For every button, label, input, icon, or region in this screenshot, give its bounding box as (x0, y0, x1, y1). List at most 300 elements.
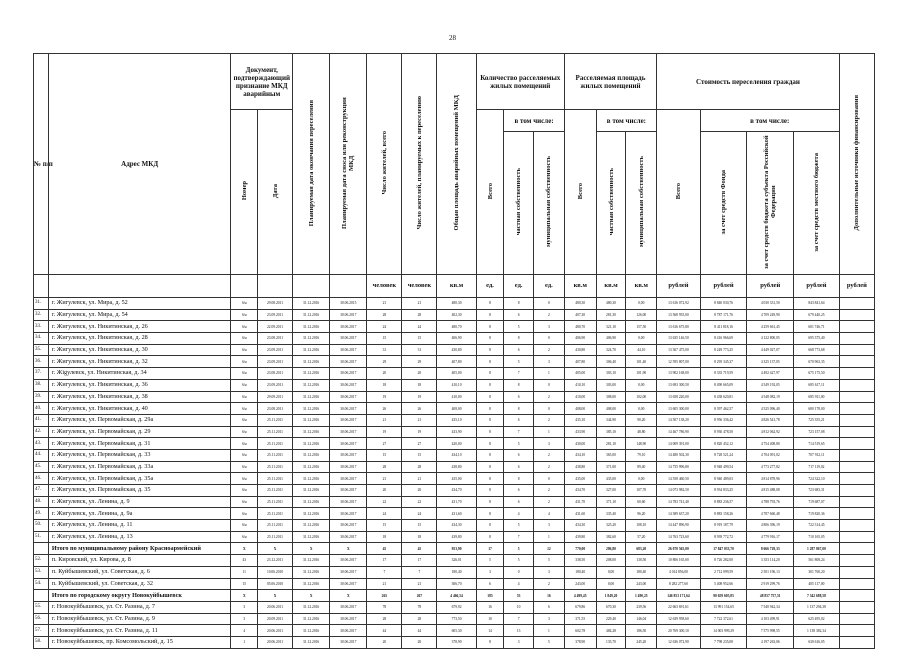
table-cell: 0 (534, 379, 565, 391)
table-cell: 4 815 488,08 (747, 485, 794, 497)
header-residents-total: Число жителей, всего (367, 54, 402, 275)
row-address: г. Жигулевск, ул. Ленина, д. 9а (48, 508, 231, 520)
table-cell: б/н (231, 333, 258, 345)
table-cell: 45 (402, 543, 437, 555)
table-cell: 8 (476, 333, 504, 345)
row-address: г. Жигулевск, ул. Ленина, д. 11 (48, 520, 231, 532)
table-cell: 13 635 146,50 (657, 333, 701, 345)
table-cell: 17 (367, 555, 402, 567)
table-cell: X (330, 590, 367, 602)
table-cell: 57,20 (626, 531, 657, 543)
row-address: г. Жигулевск, ул. Первомайская, д. 31 (48, 438, 231, 450)
table-cell: 30.06.2017 (330, 333, 367, 345)
table-cell: 180,40 (564, 566, 596, 578)
table-cell: 23.08.2011 (258, 368, 293, 380)
table-cell: 17 (402, 555, 437, 567)
table-cell: 20 (367, 368, 402, 380)
table-cell: 4 466,54 (437, 590, 476, 602)
table-cell: 30.06.2017 (330, 613, 367, 625)
resettlement-table (33, 53, 875, 649)
table-cell: 2 919 299,76 (747, 578, 794, 590)
table-cell: 407,30 (564, 309, 596, 321)
table-cell: 31.12.2016 (293, 531, 330, 543)
table-cell: 24 (402, 321, 437, 333)
row-number: 54. (34, 578, 49, 590)
row-address: г. Новокуйбышевск, пр. Комсомольский, д. 15 (48, 636, 231, 648)
row-address: г. Новокуйбышевск, ул. Ст. Разина, д. 7 (48, 601, 231, 613)
table-cell: 7 (504, 426, 534, 438)
row-number: 31. (34, 298, 49, 310)
table-cell (839, 379, 874, 391)
row-address: г. Жигулевск, ул. Никитинская, д. 38 (48, 391, 231, 403)
table-cell: 4 325 137,05 (747, 356, 794, 368)
table-cell: б/н (231, 485, 258, 497)
table-cell: 434,10 (437, 449, 476, 461)
table-cell: 14 073 982,50 (657, 485, 701, 497)
table-cell: 31.12.2016 (293, 508, 330, 520)
table-cell: 4 122 800,05 (747, 333, 794, 345)
table-cell: 327,00 (596, 485, 626, 497)
table-cell: 10.06.2010 (258, 566, 293, 578)
table-cell: 325,20 (596, 520, 626, 532)
table-cell: 28 (402, 461, 437, 473)
table-cell: 30.06.2017 (330, 391, 367, 403)
table-cell: 30.06.2017 (330, 578, 367, 590)
header-count-total: Всего (476, 110, 504, 275)
table-cell: 29 (402, 356, 437, 368)
table-cell: 12 636 072,90 (657, 636, 701, 648)
table-cell: 31.12.2016 (293, 426, 330, 438)
table-cell: 2 (534, 344, 565, 356)
table-cell: 5 (504, 321, 534, 333)
table-cell: 410,00 (564, 391, 596, 403)
table-cell: 7 575 998,55 (747, 625, 794, 637)
table-cell: 719 820,36 (794, 508, 840, 520)
unit-cell: кв.м (596, 275, 626, 298)
header-count-municipal: муниципальная собственность (534, 132, 565, 275)
table-cell (839, 496, 874, 508)
table-cell: 8 (504, 298, 534, 310)
header-planned-end: Планируемая дата окончания переселения (293, 54, 330, 275)
table-cell: 30.06.2017 (330, 461, 367, 473)
table-cell (839, 449, 874, 461)
table-cell: 439,80 (437, 531, 476, 543)
table-cell: 8 (504, 403, 534, 415)
table-cell: 2 (534, 414, 565, 426)
table-cell: 431,70 (564, 496, 596, 508)
table-cell: 23.09.2011 (258, 356, 293, 368)
table-cell: 30.06.2017 (330, 356, 367, 368)
table-row (34, 473, 875, 485)
table-cell: 7 (504, 531, 534, 543)
table-cell: 434,10 (564, 449, 596, 461)
table-cell (839, 461, 874, 473)
table-cell: 1 287 867,00 (794, 543, 840, 555)
table-cell: 407,80 (564, 356, 596, 368)
unit-cell: рублей (794, 275, 840, 298)
row-number: 38. (34, 379, 49, 391)
unit-cell: ед. (534, 275, 565, 298)
table-cell: 6 (504, 461, 534, 473)
table-cell: 1 (231, 636, 258, 648)
table-cell: 20 (402, 368, 437, 380)
table-cell: 420,00 (437, 438, 476, 450)
row-number: 44. (34, 449, 49, 461)
table-cell: 78 (367, 601, 402, 613)
table-cell: 25.11.2011 (258, 461, 293, 473)
row-address: п. Куйбышевский, ул. Советская, д. 6 (48, 566, 231, 578)
table-cell: 5 (534, 555, 565, 567)
table-row (34, 508, 875, 520)
table-cell: 4 754 408,80 (747, 438, 794, 450)
table-cell: 843 841,64 (794, 298, 840, 310)
table-cell: 4 709 249,90 (747, 309, 794, 321)
table-cell: 303,00 (596, 379, 626, 391)
table-cell: 20 (402, 636, 437, 648)
unit-cell: рублей (839, 275, 874, 298)
table-cell: 430,80 (437, 344, 476, 356)
unit-cell: кв.м (437, 275, 476, 298)
table-cell: 6 (504, 344, 534, 356)
table-cell: 30.06.2017 (330, 625, 367, 637)
table-cell: 17 847 033,70 (700, 543, 747, 555)
table-cell: 267 (402, 590, 437, 602)
table-cell: б/н (231, 473, 258, 485)
row-address: г. Жигулевск, ул. Мира, д. 54 (48, 309, 231, 321)
table-cell: 3 (476, 566, 504, 578)
table-cell (839, 613, 874, 625)
table-cell: X (231, 590, 258, 602)
header-cost-total: Всего (657, 110, 701, 275)
table-cell: 146 853 171,64 (657, 590, 701, 602)
table-cell: 7 798 235,08 (700, 636, 747, 648)
table-cell: 30.06.2017 (330, 414, 367, 426)
table-cell: б/н (231, 356, 258, 368)
table-cell: 8 (504, 473, 534, 485)
table-cell: 25.11.2011 (258, 473, 293, 485)
table-cell: 668 773,68 (794, 344, 840, 356)
table-row (34, 601, 875, 613)
table-cell: 0,00 (626, 298, 657, 310)
table-row (34, 578, 875, 590)
header-cost: Стоимость переселения граждан (657, 54, 840, 110)
header-address: Адрес МКД (48, 54, 231, 275)
table-cell: 157,50 (626, 321, 657, 333)
table-cell: 1 138 382,34 (794, 625, 840, 637)
table-cell: 21 (402, 298, 437, 310)
table-cell: 7 722 372,61 (700, 613, 747, 625)
table-cell: 8 (476, 344, 504, 356)
table-cell: 14 480 502,30 (657, 449, 701, 461)
table-cell: 0,00 (626, 379, 657, 391)
table-cell: 8 (476, 403, 504, 415)
table-cell: 6 (504, 485, 534, 497)
table-cell (839, 543, 874, 555)
table-cell: 438,80 (564, 461, 596, 473)
table-cell: 14 755 996,80 (657, 461, 701, 473)
table-cell: 31.12.2016 (293, 578, 330, 590)
table-cell: 7 540 942,34 (747, 601, 794, 613)
table-cell: 6 (476, 578, 504, 590)
table-cell: 14 783 741,40 (657, 496, 701, 508)
table-cell: 19 (402, 426, 437, 438)
table-cell: 3 (534, 566, 565, 578)
table-cell: 21 (402, 473, 437, 485)
table-cell: 670,30 (596, 601, 626, 613)
row-address: г. Жигулевск, ул. Никитинская, д. 30 (48, 344, 231, 356)
table-cell: 306,40 (596, 356, 626, 368)
table-cell: 405 117,00 (794, 578, 840, 590)
table-cell: 3 (231, 613, 258, 625)
table-cell: 8 883 158,26 (700, 508, 747, 520)
table-cell: 44 (367, 625, 402, 637)
table-cell: 30.06.2017 (330, 321, 367, 333)
table-cell: б/н (231, 309, 258, 321)
table-cell: б/н (231, 403, 258, 415)
table-row (34, 379, 875, 391)
table-cell: 31.12.2016 (293, 555, 330, 567)
table-cell: 13 616 675,80 (657, 321, 701, 333)
table-cell: 378,90 (564, 636, 596, 648)
table-cell: X (330, 543, 367, 555)
table-cell: 1 (534, 368, 565, 380)
table-cell: 28 (402, 613, 437, 625)
table-cell: 4 (504, 578, 534, 590)
row-number: 37. (34, 368, 49, 380)
table-cell: 602,78 (564, 625, 596, 637)
table-cell: 407,80 (437, 356, 476, 368)
table-cell: 371,10 (596, 496, 626, 508)
unit-cell: рублей (700, 275, 747, 298)
table-cell: 717 119,02 (794, 461, 840, 473)
table-cell: 8 (476, 356, 504, 368)
table-cell: 3 (231, 601, 258, 613)
table-cell (839, 391, 874, 403)
table-cell: 79,10 (626, 449, 657, 461)
table-cell: 8 335 719,59 (700, 368, 747, 380)
table-cell: 8 438 620,81 (700, 391, 747, 403)
row-number: 48. (34, 496, 49, 508)
table-cell (839, 473, 874, 485)
table-cell: 321,10 (596, 321, 626, 333)
table-cell (839, 414, 874, 426)
table-cell (839, 356, 874, 368)
table-cell: 14 389 637,20 (657, 508, 701, 520)
table-cell: 31.12.2016 (293, 636, 330, 648)
table-cell: 243,00 (626, 578, 657, 590)
table-cell: 23.12.2011 (258, 555, 293, 567)
table-cell: 1 (534, 426, 565, 438)
table-cell: 405,00 (437, 368, 476, 380)
table-cell: 365,00 (596, 449, 626, 461)
row-address: г. Жигулевск, ул. Никитинская, д. 36 (48, 379, 231, 391)
table-row (34, 613, 875, 625)
table-cell: 8 (476, 636, 504, 648)
row-address: г. Жигулевск, ул. Первомайская, д. 29 (48, 426, 231, 438)
table-cell: 21 (367, 414, 402, 426)
table-cell: 20.06.2011 (258, 601, 293, 613)
table-cell: 6 (504, 496, 534, 508)
table-cell: 185 (476, 590, 504, 602)
table-cell (839, 403, 874, 415)
table-cell: 8 934 833,25 (700, 485, 747, 497)
row-address: п. Кировский, ул. Кирова, д. 8 (48, 555, 231, 567)
table-cell: 8 416 966,69 (700, 333, 747, 345)
table-cell: 43 (231, 555, 258, 567)
table-cell: 25.11.2011 (258, 508, 293, 520)
table-cell: 410,10 (564, 379, 596, 391)
table-cell: 28 (402, 309, 437, 321)
table-row (34, 426, 875, 438)
table-cell: 8 249 773,25 (700, 344, 747, 356)
table-cell: 26 (367, 403, 402, 415)
table-cell (839, 438, 874, 450)
table-cell: 630 616,05 (794, 636, 840, 648)
table-cell: 208,00 (596, 555, 626, 567)
table-cell: 28 (367, 309, 402, 321)
table-cell: 25.11.2011 (258, 449, 293, 461)
table-cell: 3 (534, 356, 565, 368)
table-cell: 22.09.2011 (258, 321, 293, 333)
table-cell: 15 (367, 333, 402, 345)
table-cell (839, 601, 874, 613)
row-address: г. Жигулевск, ул. Первомайская, д. 35а (48, 473, 231, 485)
table-cell: 2 (534, 578, 565, 590)
table-cell (839, 485, 874, 497)
table-cell: 30.06.2017 (330, 636, 367, 648)
table-cell: 15 (367, 449, 402, 461)
table-cell: 16 (534, 590, 565, 602)
table-cell: 625 495,02 (794, 613, 840, 625)
table-cell: 31.12.2016 (293, 379, 330, 391)
table-cell: 20 (367, 636, 402, 648)
table-cell: 245,20 (626, 636, 657, 648)
header-document: Документ, подтверждающий признание МКД аварийным (231, 54, 293, 110)
table-cell: 21 (367, 473, 402, 485)
table-cell: 186,50 (626, 625, 657, 637)
table-cell: 0,00 (626, 473, 657, 485)
table-cell: 8 (476, 531, 504, 543)
row-number: 57. (34, 625, 49, 637)
table-cell: 382,60 (596, 531, 626, 543)
table-cell: 4 (534, 508, 565, 520)
table-cell: 8 939 772,72 (700, 531, 747, 543)
table-cell: 406,90 (564, 333, 596, 345)
table-cell: 480,70 (437, 321, 476, 333)
table-cell: 0 (534, 333, 565, 345)
table-cell: 31.12.2016 (293, 485, 330, 497)
table-cell: 48,80 (626, 426, 657, 438)
table-cell: 2 (534, 309, 565, 321)
table-cell: 31.12.2016 (293, 356, 330, 368)
table-cell: 605,30 (437, 625, 476, 637)
table-cell: 670 963,35 (794, 356, 840, 368)
table-cell: 434,30 (564, 520, 596, 532)
table-cell: 4 814 878,96 (747, 473, 794, 485)
table-cell: X (258, 590, 293, 602)
table-cell: 303,10 (596, 368, 626, 380)
row-address: г. Жигулевск, ул. Ленина, д. 9 (48, 496, 231, 508)
table-cell: б/н (231, 531, 258, 543)
table-cell: 8 (476, 461, 504, 473)
table-cell: б/н (231, 368, 258, 380)
table-cell: 438,80 (437, 461, 476, 473)
table-cell: 21 (402, 578, 437, 590)
table-cell: 5 (476, 555, 504, 567)
table-cell (839, 578, 874, 590)
table-cell: 953,90 (437, 543, 476, 555)
table-cell: б/н (231, 520, 258, 532)
table-row (34, 531, 875, 543)
unit-cell: человек (367, 275, 402, 298)
table-row (34, 566, 875, 578)
table-cell: 1 490,25 (626, 590, 657, 602)
table-cell: 6 (534, 601, 565, 613)
table-cell: 30.06.2017 (330, 508, 367, 520)
row-number: 33. (34, 321, 49, 333)
table-cell: 31.12.2016 (293, 438, 330, 450)
table-cell: 8 840 030,76 (700, 298, 747, 310)
table-cell: 31.12.2016 (293, 309, 330, 321)
table-cell: 435,00 (596, 473, 626, 485)
table-row (34, 485, 875, 497)
table-cell: б/н (231, 449, 258, 461)
table-cell: 13 902 168,00 (657, 368, 701, 380)
table-cell: 0 (504, 566, 534, 578)
table-cell: 435,00 (564, 473, 596, 485)
table-cell: 30.06.2017 (330, 566, 367, 578)
table-cell: 8 726 282,00 (700, 555, 747, 567)
table-cell: б/н (231, 321, 258, 333)
table-cell: 4 779 916,17 (747, 531, 794, 543)
table-cell: 20.06.2011 (258, 636, 293, 648)
table-cell: 4 259 661,45 (747, 321, 794, 333)
table-cell (839, 321, 874, 333)
table-cell: 8 (476, 473, 504, 485)
table-cell: 1 137 294,38 (794, 601, 840, 613)
table-cell: 2 501 196,13 (747, 566, 794, 578)
table-row (34, 625, 875, 637)
table-cell: 31.12.2016 (293, 414, 330, 426)
table-cell: 430,80 (564, 344, 596, 356)
table-cell: 8 883 236,57 (700, 496, 747, 508)
header-doc-date: Дата (258, 110, 293, 275)
table-cell: 4 704 091,02 (747, 449, 794, 461)
table-cell: 725 355,21 (794, 414, 840, 426)
table-cell: 23.09.2011 (258, 309, 293, 321)
table-cell: 8 282 277,60 (657, 578, 701, 590)
table-cell: 281,30 (596, 309, 626, 321)
table-cell: 4 499,45 (564, 590, 596, 602)
table-cell: 229,40 (596, 613, 626, 625)
row-number: 50. (34, 520, 49, 532)
table-cell: 25.11.2011 (258, 426, 293, 438)
table-cell: 6 (504, 449, 534, 461)
table-cell: 30.06.2017 (330, 601, 367, 613)
table-cell: 31.12.2016 (293, 496, 330, 508)
row-number: 47. (34, 485, 49, 497)
table-cell: 773,50 (437, 613, 476, 625)
row-address: г. Новокуйбышевск, ул. Ст. Разина, д. 9 (48, 613, 231, 625)
table-cell: X (293, 543, 330, 555)
table-cell: 4 787 660,48 (747, 508, 794, 520)
table-cell: 714 519,65 (794, 438, 840, 450)
table-cell: 4 812 062,92 (747, 426, 794, 438)
row-number: 58. (34, 636, 49, 648)
table-cell: 24 (367, 321, 402, 333)
table-cell: 0,00 (596, 566, 626, 578)
table-row (34, 333, 875, 345)
